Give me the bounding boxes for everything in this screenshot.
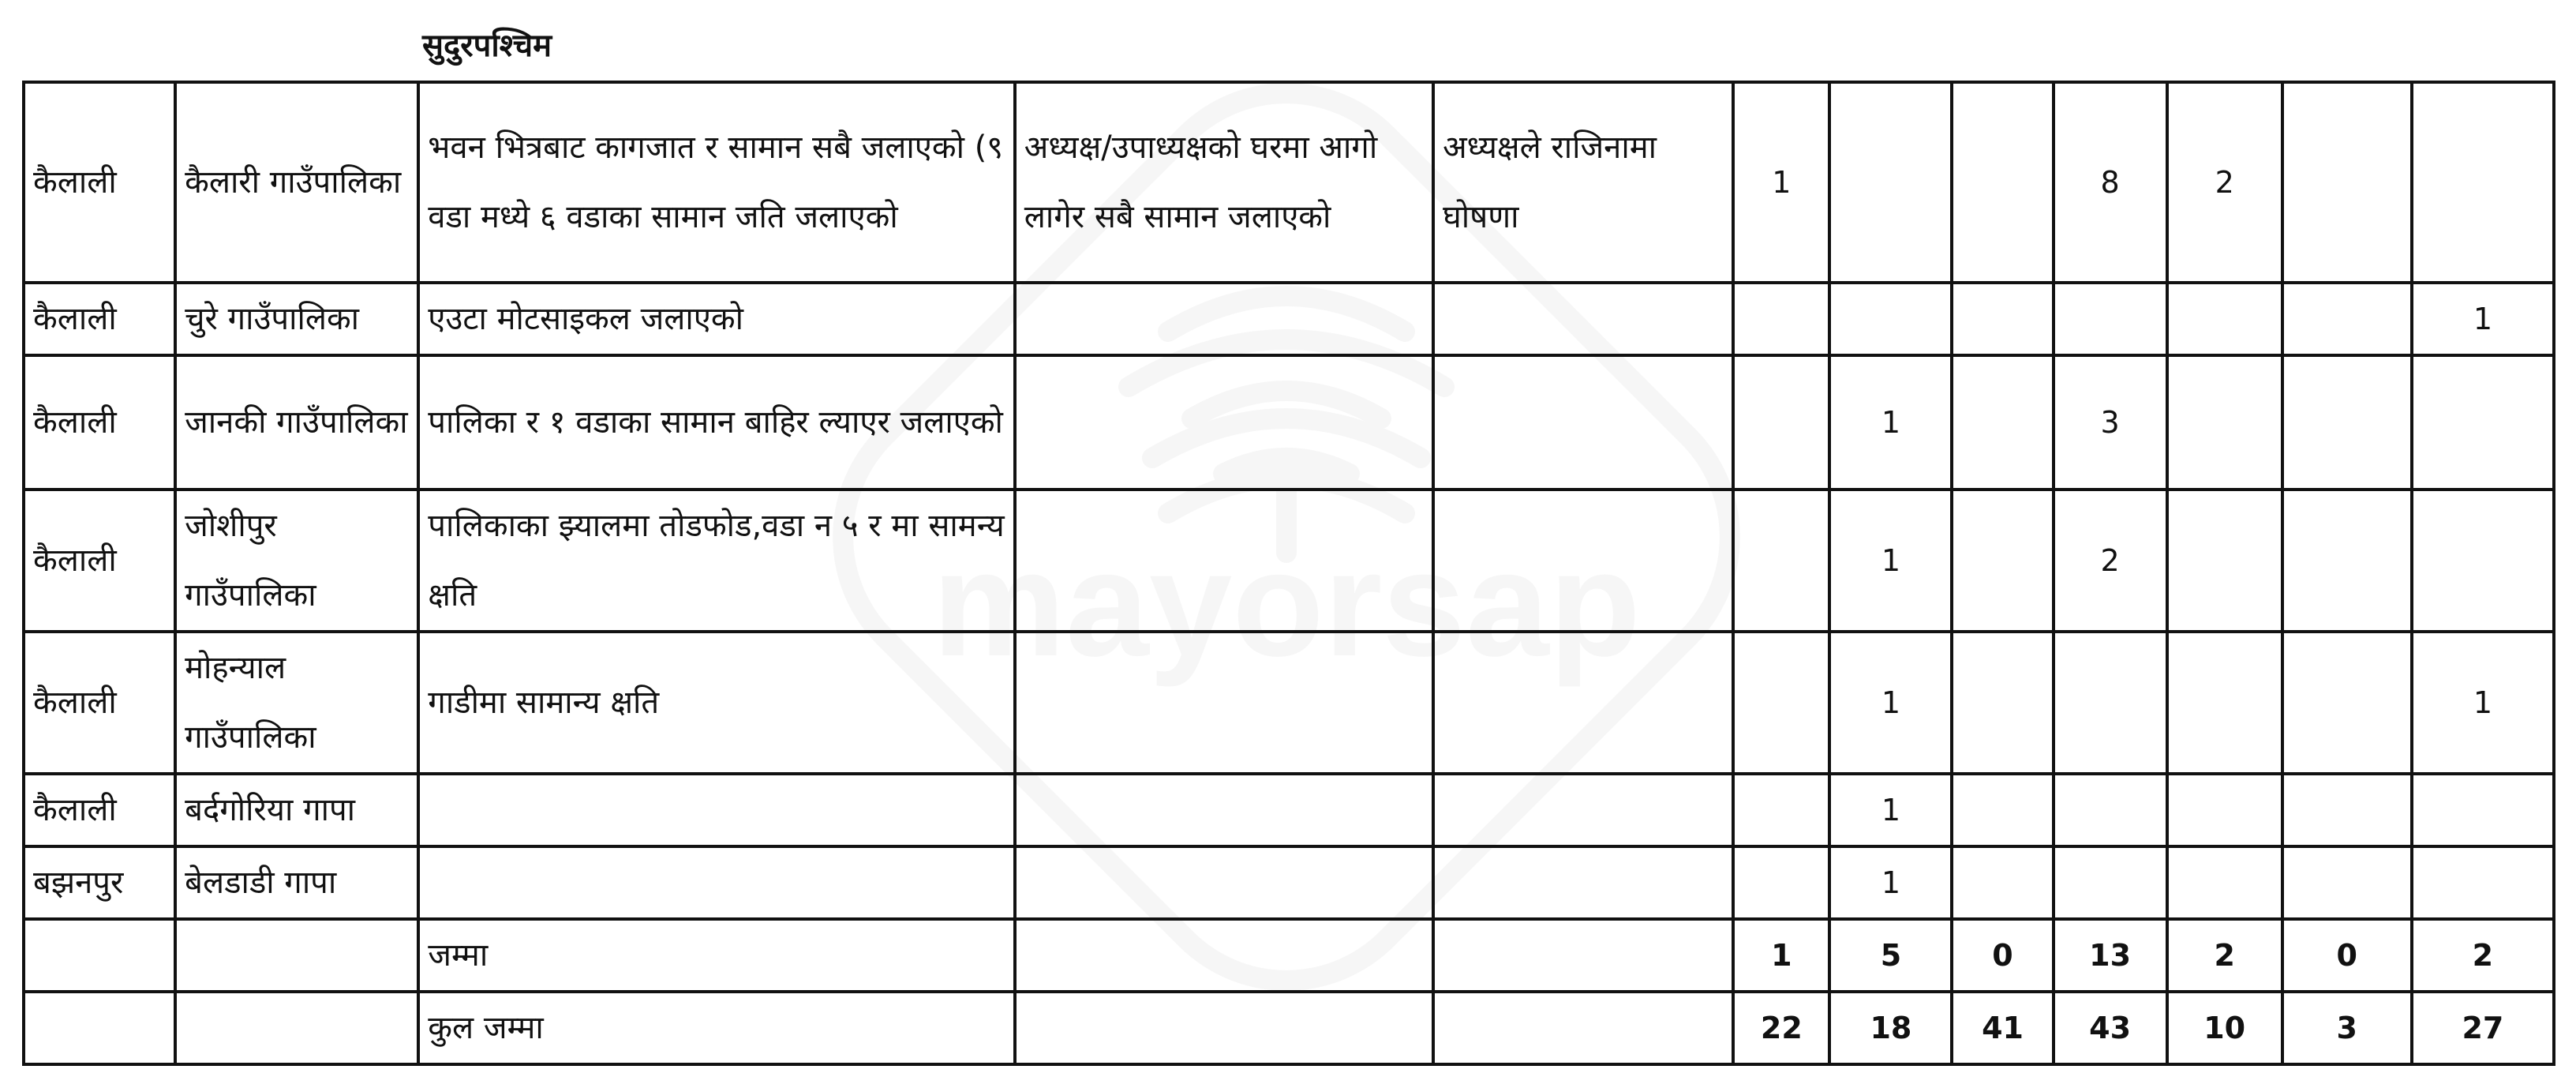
residence-damage-cell [1015, 283, 1433, 355]
table-row [24, 283, 2554, 355]
count-cell [2282, 774, 2412, 846]
count-cell [2054, 846, 2167, 919]
remarks-cell [1433, 355, 1733, 490]
count-cell [2412, 774, 2554, 846]
count-cell [1952, 774, 2053, 846]
subtotal-row [24, 919, 2554, 992]
count-cell [2282, 846, 2412, 919]
district-cell: कैलाली [24, 82, 175, 283]
count-cell [2167, 283, 2282, 355]
count-cell [1733, 490, 1829, 632]
grand-total-label: कुल जम्मा [418, 992, 1014, 1064]
count-cell [1733, 283, 1829, 355]
count-cell [1952, 846, 2053, 919]
remarks-cell [1433, 632, 1733, 774]
remarks-cell [1433, 774, 1733, 846]
subtotal-count: 1 [1733, 919, 1829, 992]
count-cell [1733, 355, 1829, 490]
count-cell [2167, 632, 2282, 774]
count-cell [2167, 846, 2282, 919]
count-cell [2282, 355, 2412, 490]
count-cell: 2 [2167, 82, 2282, 283]
grand-total-row [24, 992, 2554, 1064]
count-cell: 3 [2054, 355, 2167, 490]
district-cell: कैलाली [24, 490, 175, 632]
table-row [24, 632, 2554, 774]
subtotal-count: 5 [1829, 919, 1952, 992]
empty-cell [175, 919, 418, 992]
grand-total-count: 3 [2282, 992, 2412, 1064]
count-cell: 1 [1733, 82, 1829, 283]
subtotal-count: 2 [2167, 919, 2282, 992]
subtotal-count: 13 [2054, 919, 2167, 992]
count-cell [1829, 82, 1952, 283]
count-cell [2054, 774, 2167, 846]
empty-cell [1433, 919, 1733, 992]
count-cell [1952, 355, 2053, 490]
municipality-cell: कैलारी गाउँपालिका [175, 82, 418, 283]
residence-damage-cell [1015, 774, 1433, 846]
district-cell: कैलाली [24, 283, 175, 355]
count-cell [2282, 632, 2412, 774]
damage-detail-cell [418, 846, 1014, 919]
table-row [24, 774, 2554, 846]
table-row [24, 355, 2554, 490]
count-cell [2412, 355, 2554, 490]
damage-detail-cell: पालिका र १ वडाका सामान बाहिर ल्याएर जलाएको [418, 355, 1014, 490]
empty-cell [24, 992, 175, 1064]
municipality-cell: बेलडाडी गापा [175, 846, 418, 919]
municipality-cell: जोशीपुर गाउँपालिका [175, 490, 418, 632]
empty-cell [175, 992, 418, 1064]
count-cell [2412, 846, 2554, 919]
count-cell [2167, 774, 2282, 846]
remarks-cell [1433, 490, 1733, 632]
count-cell: 1 [1829, 632, 1952, 774]
residence-damage-cell [1015, 355, 1433, 490]
municipality-cell: जानकी गाउँपालिका [175, 355, 418, 490]
district-cell: कैलाली [24, 355, 175, 490]
district-cell: बझनपुर [24, 846, 175, 919]
count-cell: 8 [2054, 82, 2167, 283]
subtotal-count: 0 [1952, 919, 2053, 992]
district-cell: कैलाली [24, 632, 175, 774]
count-cell [2412, 82, 2554, 283]
count-cell: 1 [1829, 846, 1952, 919]
table-row [24, 846, 2554, 919]
table-row [24, 82, 2554, 283]
watermark-text: mayorsap [932, 520, 1641, 688]
count-cell [2054, 283, 2167, 355]
count-cell [1952, 82, 2053, 283]
empty-cell [24, 919, 175, 992]
grand-total-count: 22 [1733, 992, 1829, 1064]
count-cell [1733, 632, 1829, 774]
incident-table [22, 81, 2555, 1066]
remarks-cell: अध्यक्षले राजिनामा घोषणा [1433, 82, 1733, 283]
count-cell [2167, 490, 2282, 632]
subtotal-count: 0 [2282, 919, 2412, 992]
district-cell: कैलाली [24, 774, 175, 846]
damage-detail-cell [418, 774, 1014, 846]
count-cell: 2 [2054, 490, 2167, 632]
damage-detail-cell: गाडीमा सामान्य क्षति [418, 632, 1014, 774]
empty-cell [1015, 992, 1433, 1064]
remarks-cell [1433, 283, 1733, 355]
count-cell [1952, 632, 2053, 774]
damage-detail-cell: पालिकाका झ्यालमा तोडफोड,वडा न ५ र मा सामन्य क्षति [418, 490, 1014, 632]
grand-total-count: 10 [2167, 992, 2282, 1064]
count-cell: 1 [2412, 283, 2554, 355]
count-cell [1829, 283, 1952, 355]
grand-total-count: 43 [2054, 992, 2167, 1064]
empty-cell [1015, 919, 1433, 992]
count-cell [1952, 490, 2053, 632]
table-row [24, 490, 2554, 632]
count-cell [2282, 490, 2412, 632]
count-cell [2282, 283, 2412, 355]
count-cell [2167, 355, 2282, 490]
damage-detail-cell: एउटा मोटसाइकल जलाएको [418, 283, 1014, 355]
remarks-cell [1433, 846, 1733, 919]
count-cell: 1 [2412, 632, 2554, 774]
municipality-cell: बर्दगोरिया गापा [175, 774, 418, 846]
grand-total-count: 27 [2412, 992, 2554, 1064]
count-cell [2282, 82, 2412, 283]
subtotal-count: 2 [2412, 919, 2554, 992]
residence-damage-cell [1015, 632, 1433, 774]
residence-damage-cell [1015, 490, 1433, 632]
count-cell: 1 [1829, 774, 1952, 846]
residence-damage-cell [1015, 846, 1433, 919]
count-cell [2412, 490, 2554, 632]
damage-detail-cell: भवन भित्रबाट कागजात र सामान सबै जलाएको (९ वडा मध्ये ६ वडाका सामान जति जलाएको [418, 82, 1014, 283]
count-cell: 1 [1829, 490, 1952, 632]
region-title: सुदुरपश्चिम [422, 28, 552, 64]
count-cell [1733, 774, 1829, 846]
residence-damage-cell: अध्यक्ष/उपाध्यक्षको घरमा आगो लागेर सबै सामान जलाएको [1015, 82, 1433, 283]
empty-cell [1433, 992, 1733, 1064]
count-cell [2054, 632, 2167, 774]
subtotal-label: जम्मा [418, 919, 1014, 992]
municipality-cell: चुरे गाउँपालिका [175, 283, 418, 355]
count-cell [1733, 846, 1829, 919]
municipality-cell: मोहन्याल गाउँपालिका [175, 632, 418, 774]
count-cell: 1 [1829, 355, 1952, 490]
count-cell [1952, 283, 2053, 355]
grand-total-count: 41 [1952, 992, 2053, 1064]
grand-total-count: 18 [1829, 992, 1952, 1064]
